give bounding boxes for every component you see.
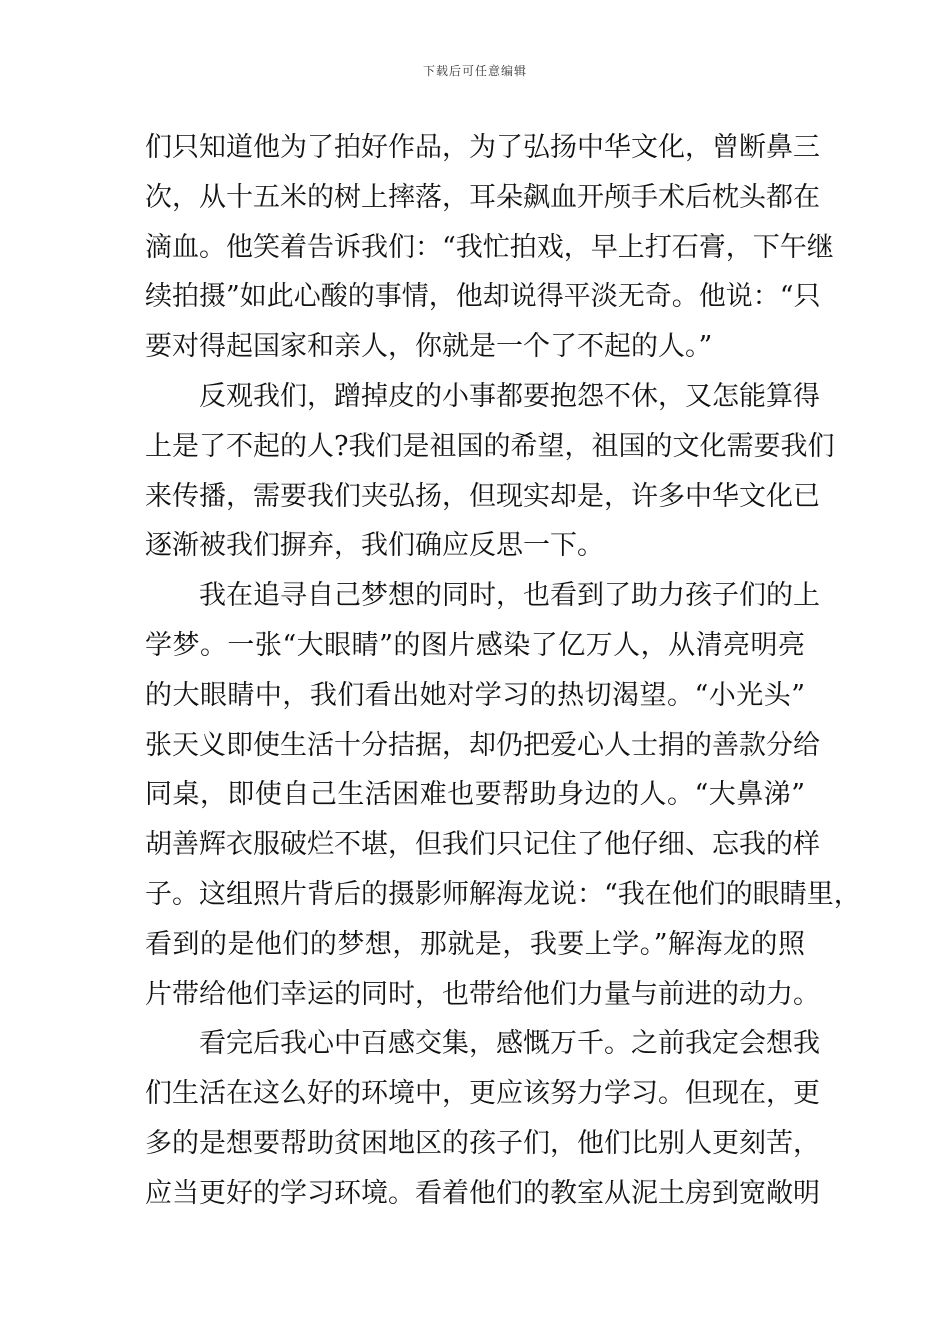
- body-text-line: 们生活在这么好的环境中，更应该努力学习。但现在，更: [145, 1078, 820, 1110]
- body-text-line: 片带给他们幸运的同时，也带给他们力量与前进的动力。: [145, 978, 820, 1010]
- body-text-line: 上是了不起的人?我们是祖国的希望，祖国的文化需要我们: [145, 430, 835, 462]
- body-text-line: 要对得起国家和亲人，你就是一个了不起的人。”: [145, 331, 713, 363]
- body-text-line: 次，从十五米的树上摔落，耳朵飙血开颅手术后枕头都在: [145, 181, 820, 213]
- body-text-line: 看到的是他们的梦想，那就是，我要上学。”解海龙的照: [145, 928, 805, 960]
- body-text-line: 续拍摄”如此心酸的事情，他却说得平淡无奇。他说：“只: [145, 281, 821, 313]
- body-text-line: 同桌，即使自己生活困难也要帮助身边的人。“大鼻涕”: [145, 779, 805, 811]
- body-text-line: 胡善辉衣服破烂不堪，但我们只记住了他仔细、忘我的样: [145, 829, 820, 861]
- body-text-line: 看完后我心中百感交集，感慨万千。之前我定会想我: [199, 1028, 820, 1060]
- body-text-line: 逐渐被我们摒弃，我们确应反思一下。: [145, 530, 604, 562]
- body-text-line: 的大眼睛中，我们看出她对学习的热切渴望。“小光头”: [145, 679, 805, 711]
- body-text-line: 多的是想要帮助贫困地区的孩子们，他们比别人更刻苦，: [145, 1127, 820, 1159]
- body-text-line: 子。这组照片背后的摄影师解海龙说：“我在他们的眼睛里，: [145, 878, 861, 910]
- body-text-line: 我在追寻自己梦想的同时，也看到了助力孩子们的上: [199, 580, 820, 612]
- body-text-line: 们只知道他为了拍好作品，为了弘扬中华文化，曾断鼻三: [145, 132, 820, 163]
- body-text-line: 学梦。一张“大眼睛”的图片感染了亿万人，从清亮明亮: [145, 629, 805, 661]
- body-text-line: 反观我们，蹭掉皮的小事都要抱怨不休，又怎能算得: [199, 380, 820, 412]
- body-text-line: 张天义即使生活十分拮据，却仍把爱心人士捐的善款分给: [145, 729, 820, 761]
- body-text-line: 来传播，需要我们夹弘扬，但现实却是，许多中华文化已: [145, 480, 820, 512]
- document-body: [145, 123, 861, 1219]
- body-text-line: 滴血。他笑着告诉我们：“我忙拍戏，早上打石膏，下午继: [145, 231, 834, 263]
- page-header: 下载后可任意编辑: [422, 64, 527, 78]
- body-text-line: 应当更好的学习环境。看着他们的教室从泥土房到宽敞明: [145, 1177, 820, 1209]
